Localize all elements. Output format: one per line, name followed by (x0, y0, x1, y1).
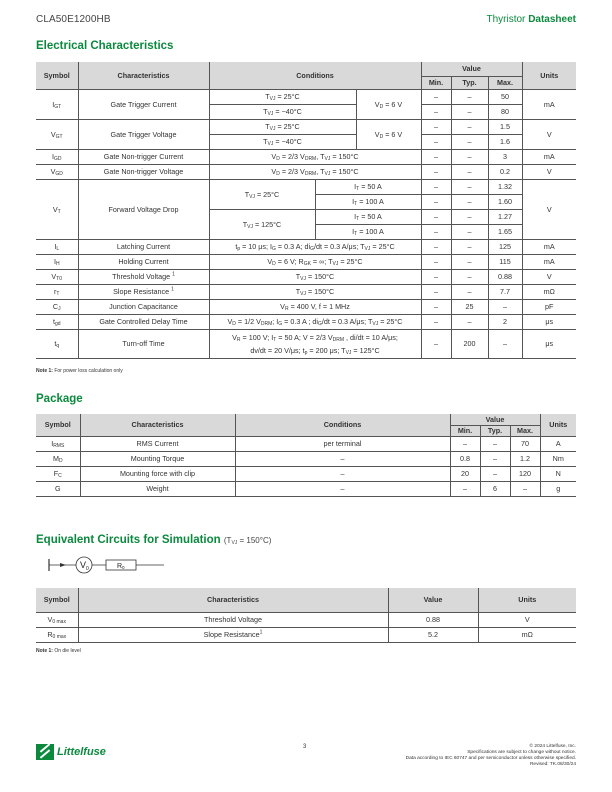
svg-text:0: 0 (86, 566, 89, 572)
doc-type: Thyristor Datasheet (486, 14, 576, 25)
cj-unit: pF (522, 299, 576, 314)
sym-igd: $I_{GD}$ (36, 149, 78, 164)
cond-tq: $V_R = 100$ V; $I_T = 50$ A; V = 2/3 $V_{DRM}$ , di/dt = 10 A/μs; dv/dt = 20 V/μs; $t_p = 200$ μs; $T_{VJ} = 125^\circ C$ (209, 329, 421, 358)
name-vt0: Threshold Voltage $^1$ (78, 269, 209, 284)
igt-typ-2: – (451, 104, 488, 119)
rt-unit: mΩ (522, 284, 576, 299)
igt-max-1: 50 (488, 89, 522, 104)
il-unit: mA (522, 239, 576, 254)
igd-unit: mA (522, 149, 576, 164)
cond-rt: $T_{VJ} = 150^\circ C$ (209, 284, 421, 299)
tq-typ: 200 (451, 329, 488, 358)
pkg-row: $I_{RMS}$ RMS Current per terminal – – 70 A (36, 436, 576, 451)
pkg-col-min: Min. (450, 425, 480, 436)
vgt-max-2: 1.6 (488, 134, 522, 149)
pkg-col-typ: Typ. (480, 425, 510, 436)
sym-tgd: $t_{gd}$ (36, 314, 78, 329)
igd-typ: – (451, 149, 488, 164)
cond-vt-i3: $I_T = 50$ A (315, 209, 421, 224)
sym-igt: $I_{GT}$ (36, 89, 78, 119)
cj-max: – (488, 299, 522, 314)
sym-vt0: $V_{T0}$ (36, 269, 78, 284)
col-typ: Typ. (451, 76, 488, 89)
tq-max: – (488, 329, 522, 358)
vt-typ-4: – (451, 224, 488, 239)
col-min: Min. (421, 76, 451, 89)
page-number: 3 (303, 744, 307, 750)
vt-min-4: – (421, 224, 451, 239)
section-title-electrical: Electrical Characteristics (36, 40, 174, 52)
pkg-col-symbol: Symbol (36, 414, 80, 436)
electrical-characteristics-table (36, 62, 576, 359)
section-title-package: Package (36, 393, 83, 405)
eq-col-value: Value (388, 588, 478, 612)
eq-row: $V_{0 max}$ Threshold Voltage 0.88 V (36, 612, 576, 627)
igt-min-2: – (421, 104, 451, 119)
rt-max: 7.7 (488, 284, 522, 299)
vt-max-4: 1.65 (488, 224, 522, 239)
vt0-typ: – (451, 269, 488, 284)
tq-unit: μs (522, 329, 576, 358)
vgd-unit: V (522, 164, 576, 179)
vt-typ-2: – (451, 194, 488, 209)
tq-min: – (421, 329, 451, 358)
il-min: – (421, 239, 451, 254)
name-tq: Turn-off Time (78, 329, 209, 358)
cond-vt-i1: $I_T = 50$ A (315, 179, 421, 194)
eq-col-units: Units (478, 588, 576, 612)
vt-typ-1: – (451, 179, 488, 194)
ih-unit: mA (522, 254, 576, 269)
vgt-min-2: – (421, 134, 451, 149)
name-igt: Gate Trigger Current (78, 89, 209, 119)
col-symbol: Symbol (36, 62, 78, 89)
col-value: Value (421, 62, 522, 76)
pkg-col-units: Units (540, 414, 576, 436)
pkg-col-conditions: Conditions (235, 414, 450, 436)
sym-vgd: $V_{GD}$ (36, 164, 78, 179)
cond-igt-vd: $V_D = 6$ V (356, 89, 421, 119)
cond-ih: $V_D = 6$ V; $R_{GK}$ = ∞; $T_{VJ} = 25^\circ C$ (209, 254, 421, 269)
sym-vt: $V_T$ (36, 179, 78, 239)
igt-max-2: 80 (488, 104, 522, 119)
il-typ: – (451, 239, 488, 254)
sym-il: $I_L$ (36, 239, 78, 254)
vgd-min: – (421, 164, 451, 179)
name-il: Latching Current (78, 239, 209, 254)
name-cj: Junction Capacitance (78, 299, 209, 314)
col-characteristics: Characteristics (78, 62, 209, 89)
name-rt: Slope Resistance $^1$ (78, 284, 209, 299)
vgd-max: 0.2 (488, 164, 522, 179)
cond-tgd: $V_D = 1/2$ $V_{DRM}$; $I_G = 0.3$ A ; $di_G/dt = 0.3$ A/μs; $T_{VJ} = 25^\circ C$ (209, 314, 421, 329)
vgd-typ: – (451, 164, 488, 179)
circuit-r-label: R (117, 563, 123, 570)
pkg-col-value: Value (450, 414, 540, 425)
cond-igd: $V_D = 2/3$ $V_{DRM}$, $T_{VJ} = 150^\circ C$ (209, 149, 421, 164)
cond-vt-i4: $I_T = 100$ A (315, 224, 421, 239)
vgt-min-1: – (421, 119, 451, 134)
vt0-max: 0.88 (488, 269, 522, 284)
igt-min-1: – (421, 89, 451, 104)
vgt-max-1: 1.5 (488, 119, 522, 134)
logo-icon (36, 744, 54, 760)
name-ih: Holding Current (78, 254, 209, 269)
pkg-col-max: Max. (510, 425, 540, 436)
vt-max-1: 1.32 (488, 179, 522, 194)
cond-vt-i2: $I_T = 100$ A (315, 194, 421, 209)
vt-min-1: – (421, 179, 451, 194)
note-1: Note 1: For power loss calculation only (36, 368, 123, 374)
vt-unit: V (522, 179, 576, 239)
part-number: CLA50E1200HB (36, 14, 111, 25)
equivalent-circuit-diagram (44, 556, 164, 576)
pkg-row: $F_C$ Mounting force with clip – 20 – 120 N (36, 466, 576, 481)
name-igd: Gate Non-trigger Current (78, 149, 209, 164)
sym-cj: $C_J$ (36, 299, 78, 314)
rt-typ: – (451, 284, 488, 299)
cj-typ: 25 (451, 299, 488, 314)
igt-unit: mA (522, 89, 576, 119)
name-tgd: Gate Controlled Delay Time (78, 314, 209, 329)
circuit-v-label: V (80, 560, 87, 570)
vgt-typ-2: – (451, 134, 488, 149)
igt-typ-1: – (451, 89, 488, 104)
footer-legal: © 2024 Littelfuse, Inc. Specifications are subject to change without notice. Data according to IEC 60747 and per semiconductor unless otherwise specified. Revised: TK.08/30/24 (405, 744, 576, 767)
ih-typ: – (451, 254, 488, 269)
tgd-max: 2 (488, 314, 522, 329)
pkg-row: G Weight – – 6 – g (36, 481, 576, 496)
cj-min: – (421, 299, 451, 314)
cond-igt-2: $T_{VJ} = -40^\circ C$ (209, 104, 356, 119)
cond-vgt-2: $T_{VJ} = -40^\circ C$ (209, 134, 356, 149)
name-vgd: Gate Non-trigger Voltage (78, 164, 209, 179)
igd-max: 3 (488, 149, 522, 164)
cond-vt0: $T_{VJ} = 150^\circ C$ (209, 269, 421, 284)
cond-igt-1: $T_{VJ} = 25^\circ C$ (209, 89, 356, 104)
vgt-typ-1: – (451, 119, 488, 134)
sym-rt: $r_T$ (36, 284, 78, 299)
svg-text:0: 0 (122, 565, 125, 570)
pkg-row: $M_D$ Mounting Torque – 0.8 – 1.2 Nm (36, 451, 576, 466)
cond-vgt-vd: $V_D = 6$ V (356, 119, 421, 149)
section-title-equivalent: Equivalent Circuits for Simulation $(T_{VJ} = 150^\circ C)$ (36, 534, 272, 546)
vt-min-2: – (421, 194, 451, 209)
cond-vgd: $V_D = 2/3$ $V_{DRM}$, $T_{VJ} = 150^\circ C$ (209, 164, 421, 179)
note-2: Note 1: On die level (36, 648, 81, 654)
sym-ih: $I_H$ (36, 254, 78, 269)
cond-vt-t1: $T_{VJ} = 25^\circ C$ (209, 179, 315, 209)
igd-min: – (421, 149, 451, 164)
cond-vt-t2: $T_{VJ} = 125^\circ C$ (209, 209, 315, 239)
cond-cj: $V_R = 400$ V, f = 1 MHz (209, 299, 421, 314)
sym-tq: $t_q$ (36, 329, 78, 358)
vgt-unit: V (522, 119, 576, 149)
vt0-unit: V (522, 269, 576, 284)
col-max: Max. (488, 76, 522, 89)
vt-typ-3: – (451, 209, 488, 224)
vt-min-3: – (421, 209, 451, 224)
cond-il: $t_p = 10$ μs; $I_G = 0.3$ A; $di_G/dt = 0.3$ A/μs; $T_{VJ} = 25^\circ C$ (209, 239, 421, 254)
rt-min: – (421, 284, 451, 299)
tgd-typ: – (451, 314, 488, 329)
equivalent-circuit-table (36, 588, 576, 643)
ih-min: – (421, 254, 451, 269)
ih-max: 115 (488, 254, 522, 269)
eq-col-symbol: Symbol (36, 588, 78, 612)
vt-max-2: 1.60 (488, 194, 522, 209)
name-vgt: Gate Trigger Voltage (78, 119, 209, 149)
col-conditions: Conditions (209, 62, 421, 89)
pkg-col-characteristics: Characteristics (80, 414, 235, 436)
col-units: Units (522, 62, 576, 89)
eq-row: $R_{0 max}$ Slope Resistance$^1$ 5.2 mΩ (36, 627, 576, 642)
il-max: 125 (488, 239, 522, 254)
tgd-unit: μs (522, 314, 576, 329)
eq-col-characteristics: Characteristics (78, 588, 388, 612)
package-table (36, 414, 576, 497)
name-vt: Forward Voltage Drop (78, 179, 209, 239)
vt0-min: – (421, 269, 451, 284)
sym-vgt: $V_{GT}$ (36, 119, 78, 149)
vt-max-3: 1.27 (488, 209, 522, 224)
cond-vgt-1: $T_{VJ} = 25^\circ C$ (209, 119, 356, 134)
tgd-min: – (421, 314, 451, 329)
littelfuse-logo: Littelfuse (36, 744, 106, 760)
